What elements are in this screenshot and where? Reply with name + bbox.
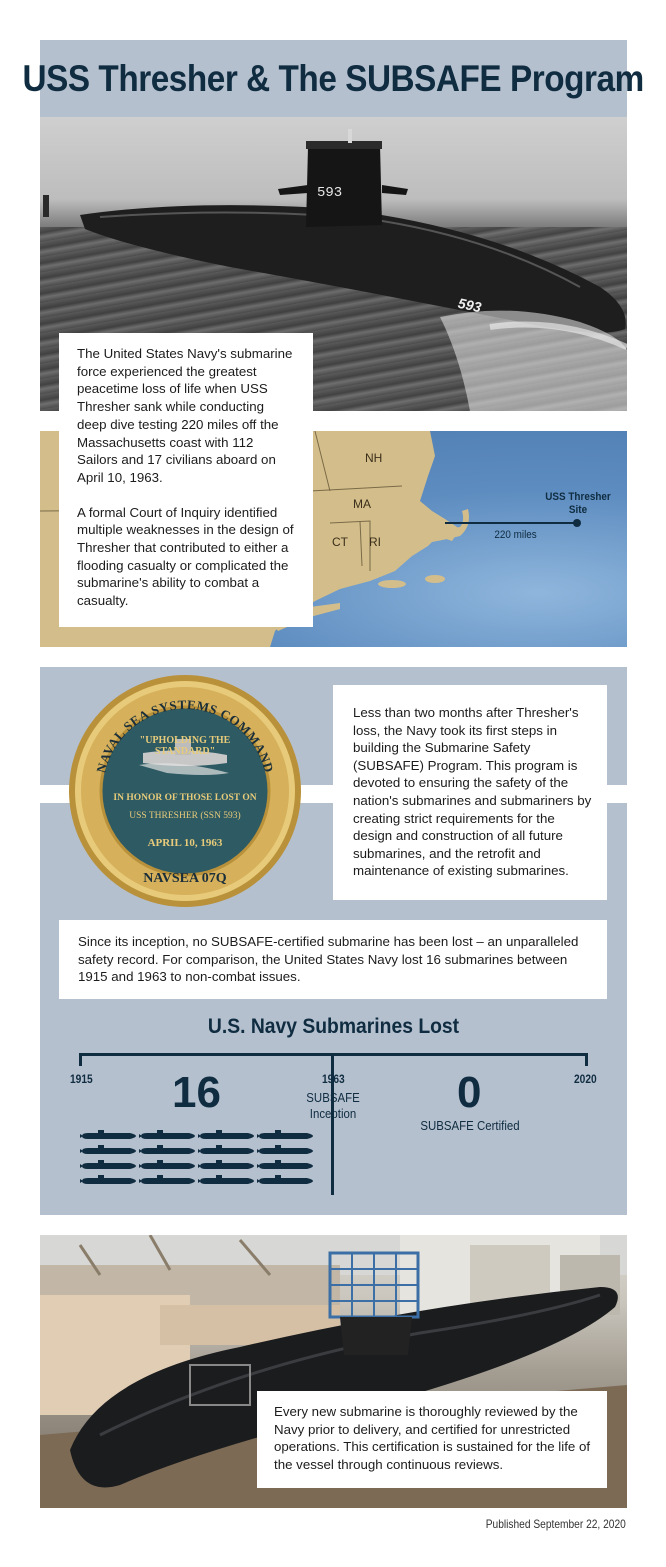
thresher-site-label — [544, 491, 612, 517]
subsafe-text-box — [333, 685, 607, 900]
year-end-label: 2020 — [574, 1072, 597, 1086]
submarine-icon — [198, 1160, 254, 1169]
submarine-icon — [198, 1175, 254, 1184]
submarine-icon — [257, 1175, 313, 1184]
coin-motto: "UPHOLDING THE STANDARD" — [139, 735, 231, 757]
coin-bottom-text: NAVSEA 07Q — [143, 871, 227, 886]
intro-paragraph-1: The United States Navy's submarine force experienced the greatest peacetime loss of life when USS Thresher sank while conducting deep dive testing 220 miles off the Massachusetts coast with 112 Sailors and 17 civilians aboard on April 10, 1963. — [77, 346, 293, 485]
submarine-icon — [198, 1145, 254, 1154]
submarine-icon — [80, 1160, 136, 1169]
submarine-icon — [139, 1175, 195, 1184]
submarine-icon — [257, 1130, 313, 1139]
site-label-line1: USS Thresher — [545, 491, 611, 503]
published-date: Published September 22, 2020 — [485, 1517, 626, 1531]
submarines-lost-title: U.S. Navy Submarines Lost — [207, 1015, 460, 1038]
count-lost-before: 16 — [172, 1068, 221, 1117]
submarine-icon — [257, 1160, 313, 1169]
timeline-tick-end — [585, 1053, 588, 1066]
state-label-ri: RI — [369, 535, 381, 549]
count-lost-after: 0 — [457, 1068, 482, 1117]
sail-hull-number: 593 — [317, 185, 343, 201]
safety-record-text-box — [59, 920, 607, 999]
state-label-ma: MA — [353, 497, 371, 511]
intro-paragraph-2: A formal Court of Inquiry identified multiple weaknesses in the design of Thresher that contributed to either a flooding casualty or complicated the submarine's ability to combat a casualty. — [77, 504, 294, 609]
bow-hull-number: 593 — [456, 294, 483, 316]
safety-record-paragraph: Since its inception, no SUBSAFE-certified submarine has been lost – an unparalleled safety record. For comparison, the United States Navy lost 16 submarines between 1915 and 1963 to non-combat issues. — [78, 934, 579, 984]
submarine-icon — [198, 1130, 254, 1139]
distance-label: 220 miles — [494, 529, 537, 541]
year-mid-label: 1963 — [322, 1072, 345, 1086]
submarine-icon — [139, 1160, 195, 1169]
subsafe-paragraph: Less than two months after Thresher's loss, the Navy took its first steps in building the Submarine Safety (SUBSAFE) Program. This program is devoted to ensuring the safety of the nation's submarines and submariners by creating strict requirements for the design and construction of all future submarines, and the retrofit and maintenance of existing submarines. — [353, 705, 592, 879]
year-start-label: 1915 — [70, 1072, 93, 1086]
page-title: USS Thresher & The SUBSAFE Program — [22, 57, 645, 99]
site-label-line2: Site — [568, 504, 588, 516]
submarine-icon — [139, 1145, 195, 1154]
certification-text-box — [257, 1391, 607, 1488]
coin-date: APRIL 10, 1963 — [147, 837, 223, 849]
navsea-commemorative-coin — [67, 673, 303, 909]
coin-honor-line: IN HONOR OF THOSE LOST ON — [113, 793, 257, 803]
subsafe-certified-label: SUBSAFE Certified — [420, 1118, 520, 1133]
coin-top-text: NAVAL SEA SYSTEMS COMMAND — [93, 696, 277, 775]
state-label-ct: CT — [332, 535, 348, 549]
submarine-icon — [80, 1145, 136, 1154]
submarine-icon — [80, 1130, 136, 1139]
state-label-nh: NH — [365, 451, 383, 465]
intro-text-box — [59, 333, 313, 627]
title-banner — [22, 40, 645, 117]
subsafe-inception-label — [295, 1090, 371, 1122]
certification-paragraph: Every new submarine is thoroughly reviewed by the Navy prior to delivery, and certified for unrestricted operations. This certification is sustained for the life of the vessel through continuous reviews. — [274, 1404, 591, 1472]
submarine-icon — [80, 1175, 136, 1184]
lost-submarine-icons — [80, 1130, 320, 1190]
submarine-icon — [257, 1145, 313, 1154]
inception-line1: SUBSAFE — [306, 1090, 360, 1105]
inception-line2: Inception — [309, 1106, 357, 1121]
submarine-icon — [139, 1130, 195, 1139]
coin-ship-line: USS THRESHER (SSN 593) — [129, 811, 241, 821]
timeline-tick-start — [79, 1053, 82, 1066]
